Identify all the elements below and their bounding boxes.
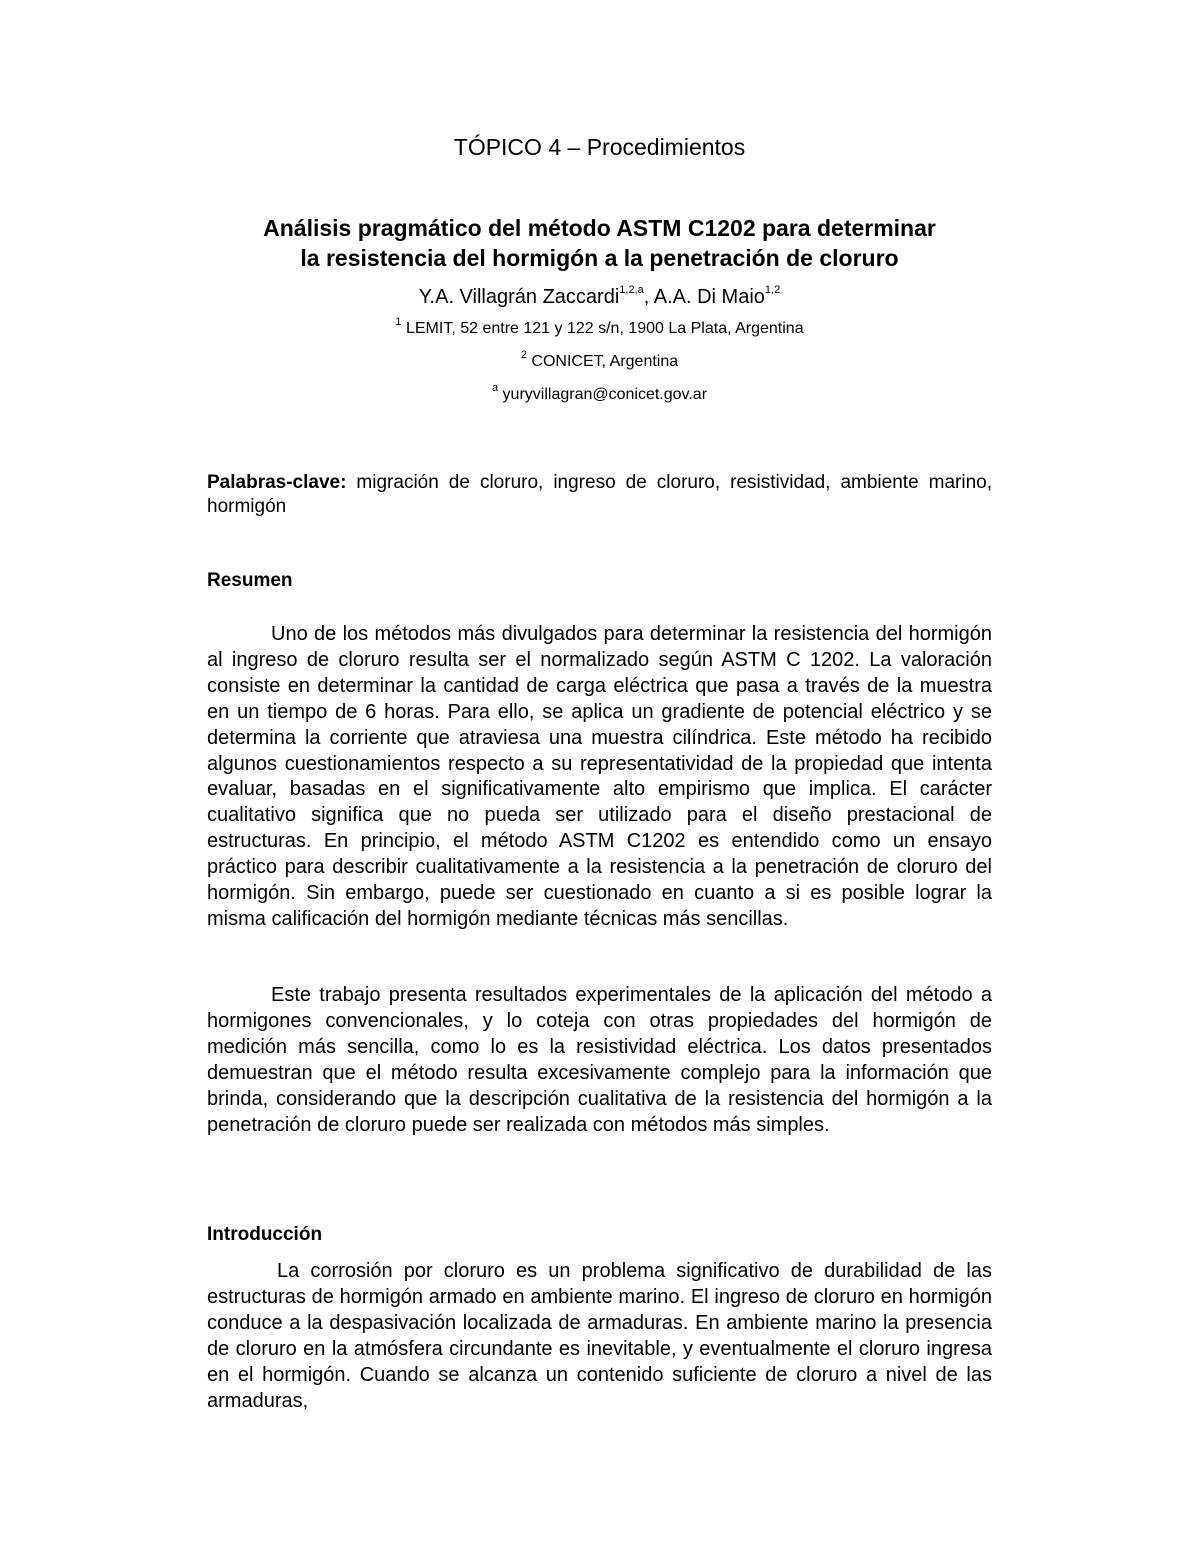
affiliation-mark: a <box>491 381 499 394</box>
affiliation-text: LEMIT, 52 entre 121 y 122 s/n, 1900 La Plata, Argentina <box>405 320 804 337</box>
introduction-paragraph: La corrosión por cloruro es un problema significativo de durabilidad de las estructuras de hormigón armado en ambiente marino. El ingreso de cloruro en hormigón conduce a la despasivación localizada de armaduras. En ambiente marino la presencia de cloruro en la atmósfera circundante es inevitable, y eventualmente el cloruro ingresa en el hormigón. Cuando se alcanza un contenido suficiente de cloruro a nivel de las armaduras, <box>207 1260 992 1412</box>
paper-title <box>207 213 992 273</box>
affiliation-mark: 1 <box>395 315 402 328</box>
author-2-affiliation-mark: 1,2 <box>764 284 781 297</box>
topic-heading: TÓPICO 4 – Procedimientos <box>453 134 746 160</box>
author-list <box>207 284 992 310</box>
title-line-1: Análisis pragmático del método ASTM C1202 para determinar <box>263 215 936 241</box>
affiliation-mark: 2 <box>520 348 527 361</box>
affiliation-2 <box>207 348 992 373</box>
author-separator: , <box>643 286 654 308</box>
abstract-heading: Resumen <box>207 570 293 591</box>
abstract-paragraph-2: Este trabajo presenta resultados experimentales de la aplicación del método a hormigones convencionales, y lo coteja con otras propiedades del hormigón de medición más sencilla, como lo es la resistividad eléctrica. Los datos presentados demuestran que el método resulta excesivamente complejo para la información que brinda, considerando que la descripción cualitativa de la resistencia del hormigón a la penetración de cloruro puede ser realizada con métodos más simples. <box>207 984 992 1136</box>
introduction-heading: Introducción <box>207 1224 323 1245</box>
author-1: Y.A. Villagrán Zaccardi <box>418 286 620 308</box>
author-1-affiliation-mark: 1,2,a <box>619 284 644 297</box>
keywords <box>207 471 992 519</box>
email-text: yuryvillagran@conicet.gov.ar <box>502 386 708 403</box>
corresponding-email <box>207 381 992 406</box>
affiliation-text: CONICET, Argentina <box>531 353 679 370</box>
keywords-label: Palabras-clave: <box>207 472 347 493</box>
affiliation-1 <box>207 315 992 340</box>
keywords-text: migración de cloruro, ingreso de cloruro, resistividad, ambiente marino, hormigón <box>207 472 992 517</box>
abstract-paragraph-1: Uno de los métodos más divulgados para determinar la resistencia del hormigón al ingreso de cloruro resulta ser el normalizado según ASTM C 1202. La valoración consiste en determinar la cantidad de carga eléctrica que pasa a través de la muestra en un tiempo de 6 horas. Para ello, se aplica un gradiente de potencial eléctrico y se determina la corriente que atraviesa una muestra cilíndrica. Este método ha recibido algunos cuestionamientos respecto a su representatividad de la propiedad que intenta evaluar, basadas en el significativamente alto empirismo que implica. El carácter cualitativo significa que no pueda ser utilizado para el diseño prestacional de estructuras. En principio, el método ASTM C1202 es entendido como un ensayo práctico para describir cualitativamente a la resistencia a la penetración de cloruro del hormigón. Sin embargo, puede ser cuestionado en cuanto a si es posible lograr la misma calificación del hormigón mediante técnicas más sencillas. <box>207 623 992 930</box>
author-2: A.A. Di Maio <box>653 286 765 308</box>
title-line-2: la resistencia del hormigón a la penetración de cloruro <box>300 245 899 271</box>
